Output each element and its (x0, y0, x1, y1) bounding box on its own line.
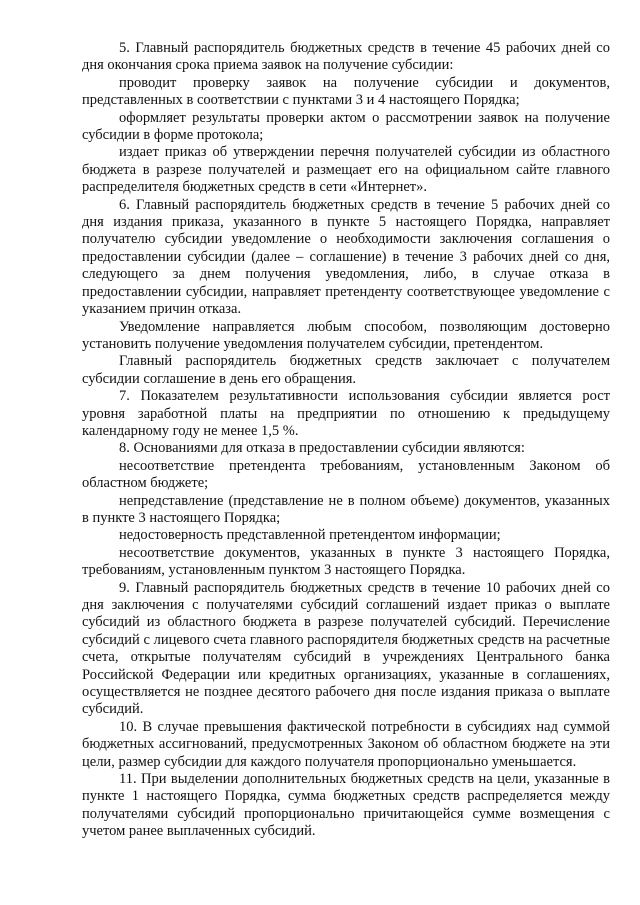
paragraph-6-notice: Уведомление направляется любым способом, позволяющим достоверно установить получение уведомления получателем субсидии, претендентом. (82, 318, 610, 352)
paragraph-5-order: издает приказ об утверждении перечня получателей субсидии из областного бюджета в разрезе получателей и размещает его на официальном сайте главного распределителя бюджетных средств в сети «Интернет». (82, 144, 610, 196)
paragraph-11: 11. При выделении дополнительных бюджетных средств на цели, указанные в пункте 1 настоящего Порядка, сумма бюджетных средств распределяется между получателями субсидий пропорционально причитающейся сумме возмещения с учетом ранее выплаченных субсидий. (82, 771, 610, 840)
paragraph-8-intro: 8. Основаниями для отказа в предоставлении субсидии являются: (119, 440, 525, 457)
paragraph-8-item-3: недостоверность представленной претендентом информации; (119, 527, 501, 544)
paragraph-8-item-1: несоответствие претендента требованиям, установленным Законом об областном бюджете; (82, 457, 610, 492)
paragraph-5-intro: 5. Главный распорядитель бюджетных средств в течение 45 рабочих дней со дня окончания срока приема заявок на получение субсидии: (82, 40, 610, 74)
paragraph-10: 10. В случае превышения фактической потребности в субсидиях над суммой бюджетных ассигнований, предусмотренных Законом об областном бюджете на эти цели, размер субсидии для каждого получателя пропорционально уменьшается. (82, 718, 610, 770)
paragraph-5-protocol: оформляет результаты проверки актом о рассмотрении заявок на получение субсидии в форме протокола; (82, 109, 610, 144)
paragraph-5-check: проводит проверку заявок на получение субсидии и документов, представленных в соответствии с пунктами 3 и 4 настоящего Порядка; (82, 74, 610, 109)
document-body (82, 40, 610, 841)
paragraph-6: 6. Главный распорядитель бюджетных средств в течение 5 рабочих дней со дня издания приказа, указанного в пункте 5 настоящего Порядка, направляет получателю субсидии уведомление о необходимости заключения соглашения о предоставлении субсидии (далее – соглашение) в течение 3 рабочих дней со дня, следующего за днем получения уведомления, либо, в случае отказа в предоставлении субсидии, направляет претенденту соответствующее уведомление с указанием причин отказа. (82, 196, 610, 318)
paragraph-6-agreement: Главный распорядитель бюджетных средств заключает с получателем субсидии соглашение в день его обращения. (82, 353, 610, 387)
paragraph-7: 7. Показателем результативности использования субсидии является рост уровня заработной платы на предприятии по отношению к предыдущему календарному году не менее 1,5 %. (82, 388, 610, 439)
paragraph-9: 9. Главный распорядитель бюджетных средств в течение 10 рабочих дней со дня заключения с получателями субсидий соглашений издает приказ о выплате субсидий из областного бюджета в разрезе получателей субсидий. Перечисление субсидий с лицевого счета главного распорядителя бюджетных средств на расчетные счета, открытые получателям субсидий в учреждениях Центрального банка Российской Федерации или кредитных организациях, указанные в соглашениях, осуществляется не позднее десятого рабочего дня после издания приказа о выплате субсидий. (82, 579, 610, 718)
paragraph-8-item-2: непредставление (представление не в полном объеме) документов, указанных в пункте 3 настоящего Порядка; (82, 492, 610, 526)
paragraph-8-item-4: несоответствие документов, указанных в пункте 3 настоящего Порядка, требованиям, установленным пунктом 3 настоящего Порядка. (82, 544, 610, 579)
